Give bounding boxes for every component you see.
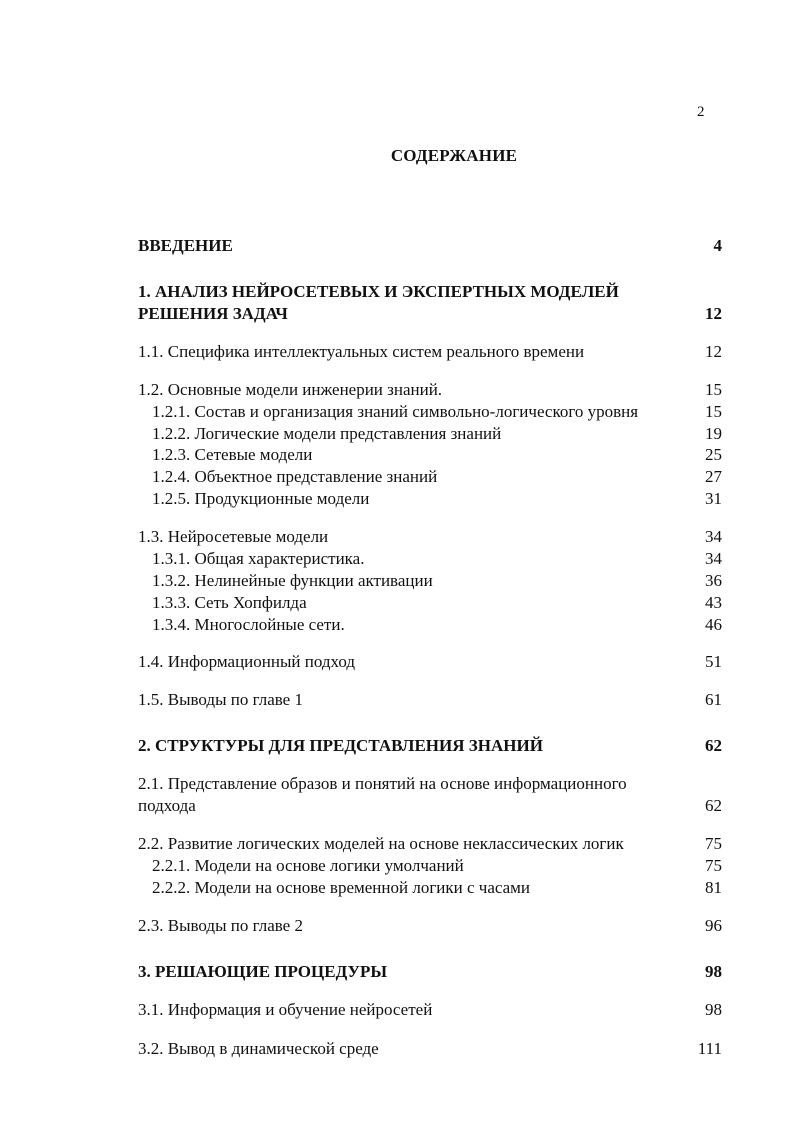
toc-entry-page: 46 bbox=[705, 615, 722, 634]
page-number: 2 bbox=[697, 104, 705, 120]
toc-entry-section-1-5 bbox=[138, 689, 722, 711]
toc-entry-section-1-2-3 bbox=[152, 444, 722, 466]
toc-entry-title: 2.2. Развитие логических моделей на основе неклассических логик bbox=[138, 834, 624, 853]
toc-entry-section-2-1 bbox=[138, 773, 722, 817]
toc-entry-introduction bbox=[138, 235, 722, 257]
toc-entry-section-2-3 bbox=[138, 915, 722, 937]
toc-entry-title: 2.3. Выводы по главе 2 bbox=[138, 916, 303, 935]
toc-entry-title: 1.3.4. Многослойные сети. bbox=[152, 615, 345, 634]
toc-entry-title: 3. РЕШАЮЩИЕ ПРОЦЕДУРЫ bbox=[138, 962, 388, 981]
toc-entry-title: 1.4. Информационный подход bbox=[138, 652, 355, 671]
page-title: СОДЕРЖАНИЕ bbox=[390, 146, 518, 165]
toc-entry-section-1-4 bbox=[138, 651, 722, 673]
toc-entry-section-3-1 bbox=[138, 999, 722, 1021]
toc-entry-page: 12 bbox=[705, 304, 722, 323]
toc-entry-section-1-3-1 bbox=[152, 548, 722, 570]
toc-entry-title: 1.3.3. Сеть Хопфилда bbox=[152, 593, 307, 612]
toc-entry-page: 75 bbox=[705, 856, 722, 875]
toc-entry-section-1-1 bbox=[138, 341, 722, 363]
toc-entry-title-line-1: 2.1. Представление образов и понятий на основе информационного bbox=[138, 774, 627, 793]
toc-entry-section-1-3 bbox=[138, 526, 722, 548]
toc-entry-section-2-2-2 bbox=[152, 877, 722, 899]
toc-entry-section-1-2-2 bbox=[152, 423, 722, 445]
toc-entry-page: 61 bbox=[705, 690, 722, 709]
toc-entry-page: 98 bbox=[705, 962, 722, 981]
toc-entry-title: 1.5. Выводы по главе 1 bbox=[138, 690, 303, 709]
toc-entry-section-1-2-1 bbox=[152, 401, 722, 423]
toc-entry-title-line-2: РЕШЕНИЯ ЗАДАЧ bbox=[138, 304, 288, 323]
toc-entry-title: 1.2. Основные модели инженерии знаний. bbox=[138, 380, 443, 399]
toc-entry-title: 2. СТРУКТУРЫ ДЛЯ ПРЕДСТАВЛЕНИЯ ЗНАНИЙ bbox=[138, 736, 543, 755]
toc-entry-section-2-2 bbox=[138, 833, 722, 855]
toc-entry-title: 1.2.2. Логические модели представления знаний bbox=[152, 424, 502, 443]
toc-entry-section-1-3-2 bbox=[152, 570, 722, 592]
toc-entry-page: 4 bbox=[713, 236, 722, 255]
toc-entry-page: 34 bbox=[705, 527, 722, 546]
toc-entry-title: 1.2.3. Сетевые модели bbox=[152, 445, 313, 464]
toc-entry-section-1-2-4 bbox=[152, 466, 722, 488]
toc-entry-page: 12 bbox=[705, 342, 722, 361]
toc-entry-title: 3.2. Вывод в динамической среде bbox=[138, 1039, 379, 1058]
toc-entry-title: 1.2.4. Объектное представление знаний bbox=[152, 467, 438, 486]
toc-entry-page: 51 bbox=[705, 652, 722, 671]
toc-entry-section-1-2 bbox=[138, 379, 722, 401]
toc-entry-page: 75 bbox=[705, 834, 722, 853]
toc-entry-title: 1.2.5. Продукционные модели bbox=[152, 489, 370, 508]
toc-entry-title: 2.2.2. Модели на основе временной логики с часами bbox=[152, 878, 531, 897]
toc-entry-section-2-2-1 bbox=[152, 855, 722, 877]
toc-entry-title: 1.3.2. Нелинейные функции активации bbox=[152, 571, 433, 590]
toc-entry-page: 62 bbox=[705, 736, 722, 755]
toc-entry-chapter-2 bbox=[138, 735, 722, 757]
toc-entry-page: 111 bbox=[697, 1039, 722, 1058]
toc-entry-title-line-1: 1. АНАЛИЗ НЕЙРОСЕТЕВЫХ И ЭКСПЕРТНЫХ МОДЕЛЕЙ bbox=[138, 282, 619, 301]
toc-entry-section-1-2-5 bbox=[152, 488, 722, 510]
toc-entry-section-1-3-3 bbox=[152, 592, 722, 614]
toc-entry-title-line-2: подхода bbox=[138, 796, 196, 815]
toc-entry-section-3-2 bbox=[138, 1038, 722, 1060]
toc-entry-page: 27 bbox=[705, 467, 722, 486]
toc-entry-page: 98 bbox=[705, 1000, 722, 1019]
toc-entry-page: 25 bbox=[705, 445, 722, 464]
toc-entry-title: 1.2.1. Состав и организация знаний символьно-логического уровня bbox=[152, 402, 639, 421]
toc-entry-page: 34 bbox=[705, 549, 722, 568]
toc-entry-title: 1.1. Специфика интеллектуальных систем реального времени bbox=[138, 342, 585, 361]
toc-entry-page: 36 bbox=[705, 571, 722, 590]
toc-entry-title: ВВЕДЕНИЕ bbox=[138, 236, 233, 255]
toc-entry-chapter-1 bbox=[138, 281, 722, 325]
toc-entry-page: 62 bbox=[705, 796, 722, 815]
toc-entry-title: 1.3. Нейросетевые модели bbox=[138, 527, 329, 546]
toc-entry-page: 43 bbox=[705, 593, 722, 612]
toc-entry-section-1-3-4 bbox=[152, 614, 722, 636]
toc-entry-page: 15 bbox=[705, 380, 722, 399]
toc-entry-title: 3.1. Информация и обучение нейросетей bbox=[138, 1000, 433, 1019]
toc-entry-page: 19 bbox=[705, 424, 722, 443]
toc-entry-title: 2.2.1. Модели на основе логики умолчаний bbox=[152, 856, 464, 875]
toc-entry-page: 81 bbox=[705, 878, 722, 897]
toc-entry-chapter-3 bbox=[138, 961, 722, 983]
toc-entry-page: 96 bbox=[705, 916, 722, 935]
toc-entry-title: 1.3.1. Общая характеристика. bbox=[152, 549, 365, 568]
toc-entry-page: 15 bbox=[705, 402, 722, 421]
toc-entry-page: 31 bbox=[705, 489, 722, 508]
